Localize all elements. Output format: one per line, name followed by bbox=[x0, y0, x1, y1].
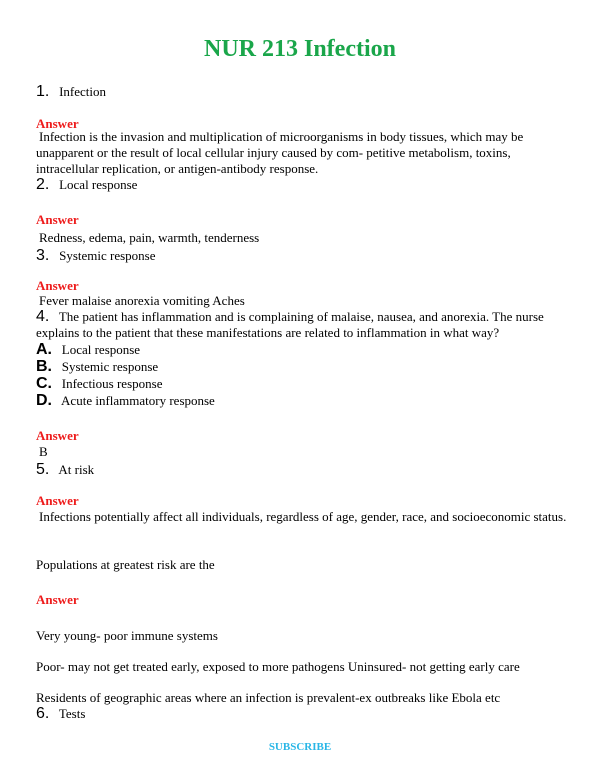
populations-text: Populations at greatest risk are the bbox=[36, 557, 215, 572]
question-number: 3. bbox=[36, 247, 50, 264]
question-number: 2. bbox=[36, 176, 50, 193]
question-number: 1. bbox=[36, 83, 50, 100]
answer-text-2: Redness, edema, pain, warmth, tenderness bbox=[39, 230, 260, 245]
question-text: Systemic response bbox=[59, 248, 156, 263]
question-3 bbox=[36, 248, 576, 264]
question-4 bbox=[36, 309, 576, 341]
subscribe-link[interactable]: SUBSCRIBE bbox=[268, 741, 332, 753]
answer-label-6: Answer bbox=[36, 592, 79, 607]
answer-text-3: Fever malaise anorexia vomiting Aches bbox=[39, 293, 245, 308]
option-text: Infectious response bbox=[61, 376, 163, 391]
question-text: Local response bbox=[59, 177, 138, 192]
page-title: NUR 213 Infection bbox=[204, 36, 396, 62]
option-d bbox=[36, 393, 576, 409]
answer-text-4: B bbox=[39, 444, 48, 459]
question-1 bbox=[36, 84, 576, 100]
question-number: 5. bbox=[36, 461, 50, 478]
option-label: B. bbox=[36, 358, 52, 375]
answer-label-1: Answer bbox=[36, 116, 79, 131]
question-text: Tests bbox=[58, 706, 86, 721]
question-number: 6. bbox=[36, 705, 50, 722]
risk-line-1: Very young- poor immune systems bbox=[36, 628, 218, 643]
option-text: Acute inflammatory response bbox=[61, 393, 215, 408]
option-text: Local response bbox=[61, 342, 141, 357]
option-a bbox=[36, 342, 576, 358]
question-5 bbox=[36, 462, 576, 478]
option-text: Systemic response bbox=[61, 359, 159, 374]
option-c bbox=[36, 376, 576, 392]
risk-line-3: Residents of geographic areas where an infection is prevalent-ex outbreaks like Ebola etc bbox=[36, 690, 501, 705]
question-text: Infection bbox=[59, 84, 107, 99]
answer-label-3: Answer bbox=[36, 278, 79, 293]
option-b bbox=[36, 359, 576, 375]
option-label: C. bbox=[36, 375, 52, 392]
answer-text-1: Infection is the invasion and multiplication of microorganisms in body tissues, which may be unapparent or the result of local cellular injury caused by com- petitive metabolism, toxins, intracellular replication, or antigen-antibody response. bbox=[36, 129, 524, 176]
risk-line-2: Poor- may not get treated early, exposed to more pathogens Uninsured- not getting early care bbox=[36, 659, 520, 674]
question-2 bbox=[36, 177, 576, 193]
option-label: D. bbox=[36, 392, 52, 409]
question-text: The patient has inflammation and is complaining of malaise, nausea, and anorexia. The nurse explains to the patient that these manifestations are related to inflammation in what way? bbox=[36, 309, 544, 340]
question-text: At risk bbox=[58, 462, 95, 477]
answer-label-2: Answer bbox=[36, 212, 79, 227]
question-6 bbox=[36, 706, 576, 722]
answer-label-4: Answer bbox=[36, 428, 79, 443]
question-number: 4. bbox=[36, 308, 50, 325]
option-label: A. bbox=[36, 341, 52, 358]
answer-text-5: Infections potentially affect all individuals, regardless of age, gender, race, and socioeconomic status. bbox=[39, 509, 567, 524]
answer-label-5: Answer bbox=[36, 493, 79, 508]
